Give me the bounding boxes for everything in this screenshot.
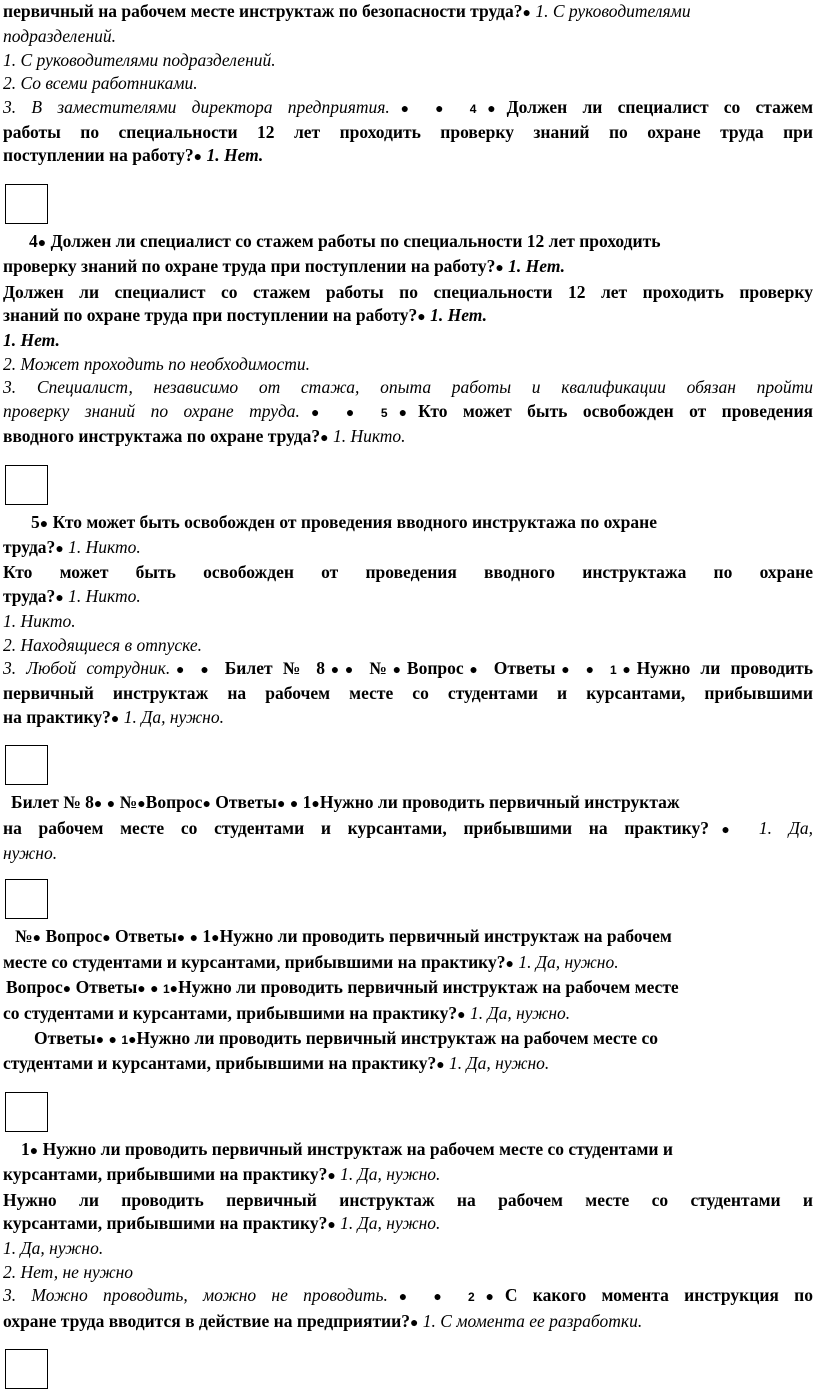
bullet-icon: ● [299,405,331,421]
line-10: Должен ли специалист со стажем работы по специальности 12 лет проходить проверку [3,281,813,302]
line-15: проверку знаний по охране труда.● ● 5●Кто может быть освобожден от проведения [3,400,814,421]
bullet-icon: ● [137,982,146,998]
line-17: 5● Кто может быть освобожден от проведения вводного инструктажа по охране [31,511,658,532]
bullet-icon: ● [276,797,286,813]
bullet-icon: ● [137,797,146,813]
bullet-icon: ● [476,101,507,117]
line-29: №● Вопрос● Ответы● ● 1●Нужно ли проводить первичный инструктаж на рабочем [15,926,672,947]
bullet-icon: ● [211,931,220,947]
answer-option: 2. Может проходить по необходимости. [3,353,311,374]
line-37: Нужно ли проводить первичный инструктаж на рабочем месте со студентами и [3,1189,813,1210]
answer-option: 3. Специалист, независимо от стажа, опыта работы и квалификации обязан пройти [3,377,813,398]
line-19: Кто может быть освобожден от проведения вводного инструктажа по охране [3,562,813,583]
line-27: на рабочем месте со студентами и курсантами, прибывшими на практику?● 1. Да, [3,817,813,838]
line-26: Билет № 8● ● №●Вопрос● Ответы● ● 1●Нужно ли проводить первичный инструктаж [11,792,680,813]
bullet-icon: ● [436,1058,445,1074]
bullet-icon: ● [200,662,215,678]
line-1: первичный на рабочем месте инструктаж по безопасности труда?● 1. С руководителями [3,1,691,21]
bullet-icon: ● [327,1218,336,1234]
answer-checkbox[interactable] [5,184,48,224]
bullet-icon: ● [417,310,426,326]
line-33: Ответы● ● 1●Нужно ли проводить первичный инструктаж на рабочем месте со [34,1028,658,1048]
bullet-icon: ● [320,431,329,447]
line-41: 3. Можно проводить, можно не проводить.● ● 2●С какого момента инструкция по [3,1285,813,1306]
bullet-icon: ● [289,797,299,813]
bullet-icon: ● [345,405,366,421]
bullet-icon: ● [62,982,72,998]
bullet-icon: ● [176,931,186,947]
line-36: курсантами, прибывшими на практику?● 1. Да, нужно. [3,1164,441,1185]
bullet-icon: ● [110,711,120,727]
line-35: 1● Нужно ли проводить первичный инструктаж на рабочем месте со студентами и [21,1138,673,1159]
answer-checkbox[interactable] [5,1349,48,1389]
line-42: охране труда вводится в действие на предприятии?● 1. С момента ее разработки. [3,1310,643,1331]
line-23: 3. Любой сотрудник.● ● Билет № 8●● №●Вопрос● Ответы● ● 1●Нужно ли проводить [3,657,813,678]
answer-option: 2. Нет, не нужно [3,1261,134,1282]
line-8: 4● Должен ли специалист со стажем работы по специальности 12 лет проходить [29,230,661,251]
bullet-icon: ● [55,541,64,557]
bullet-icon: ● [106,797,116,813]
bullet-icon: ● [522,6,531,21]
bullet-icon: ● [29,1143,39,1159]
line-24: первичный инструктаж на рабочем месте со студентами и курсантами, прибывшими [3,683,813,704]
bullet-icon: ● [189,931,199,947]
line-9: проверку знаний по охране труда при поступлении на работу?● 1. Нет. [3,256,566,277]
bullet-icon: ●● [324,662,360,678]
bullet-icon: ● [409,1315,419,1331]
line-20: труда?● 1. Никто. [3,585,141,606]
bullet-icon: ● [616,662,637,678]
bullet-icon: ● [389,101,420,117]
bullet-icon: ● [392,662,407,678]
line-32: со студентами и курсантами, прибывшими на практику?● 1. Да, нужно. [3,1002,571,1023]
bullet-icon: ● [102,931,111,947]
answer-option: 1. Нет. [3,330,60,351]
bullet-icon: ● [457,1007,466,1023]
bullet-icon: ● [463,662,484,678]
line-25: на практику?● 1. Да, нужно. [3,706,224,727]
line-31: Вопрос● Ответы● ● 1●Нужно ли проводить первичный инструктаж на рабочем месте [6,977,679,998]
bullet-icon: ● [555,662,576,678]
bullet-icon: ● [93,797,103,813]
bullet-icon: ● [150,982,159,998]
line-16: вводного инструктажа по охране труда?● 1. Никто. [3,426,406,447]
answer-option: 1. Никто. [3,611,76,632]
answer-option: 2. Со всеми работниками. [3,73,198,94]
bullet-icon: ● [55,590,64,606]
line-38: курсантами, прибывшими на практику?● 1. Да, нужно. [3,1213,441,1234]
answer-option: 2. Находящиеся в отпуске. [3,634,203,655]
bullet-icon: ● [435,101,455,117]
line-2: подразделений. [3,26,117,47]
bullet-icon: ● [170,662,191,678]
bullet-icon: ● [37,235,47,251]
bullet-icon: ● [202,797,211,813]
bullet-icon: ● [169,982,179,998]
answer-checkbox[interactable] [5,465,48,505]
bullet-icon: ● [505,956,514,972]
answer-checkbox[interactable] [5,745,48,785]
answer-option: 1. С руководителями подразделений. [3,49,276,70]
bullet-icon: ● [433,1290,453,1306]
line-5: 3. В заместителями директора предприятия.● ● 4●Должен ли специалист со стажем [3,96,814,117]
line-7: поступлении на работу?● 1. Нет. [3,145,264,166]
bullet-icon: ● [387,1290,419,1306]
bullet-icon: ● [95,1033,105,1048]
line-18: труда?● 1. Никто. [3,536,141,557]
bullet-icon: ● [495,261,504,277]
line-30: месте со студентами и курсантами, прибывшими на практику?● 1. Да, нужно. [3,951,619,972]
bullet-icon: ● [709,822,743,838]
bullet-icon: ● [128,1033,137,1048]
bullet-icon: ● [193,150,203,166]
bullet-icon: ● [474,1290,505,1306]
line-11: знаний по охране труда при поступлении на работу?● 1. Нет. [3,305,487,326]
bullet-icon: ● [311,797,320,813]
bullet-icon: ● [108,1033,117,1048]
bullet-icon: ● [327,1169,336,1185]
line-34: студентами и курсантами, прибывшими на практику?● 1. Да, нужно. [3,1053,550,1074]
answer-checkbox[interactable] [5,879,48,919]
answer-option: 1. Да, нужно. [3,1238,104,1259]
answer-checkbox[interactable] [5,1092,48,1132]
bullet-icon: ● [387,405,419,421]
bullet-icon: ● [32,931,42,947]
line-28: нужно. [3,842,58,863]
bullet-icon: ● [39,516,49,532]
line-6: работы по специальности 12 лет проходить проверку знаний по охране труда при [3,122,813,143]
bullet-icon: ● [585,662,600,678]
